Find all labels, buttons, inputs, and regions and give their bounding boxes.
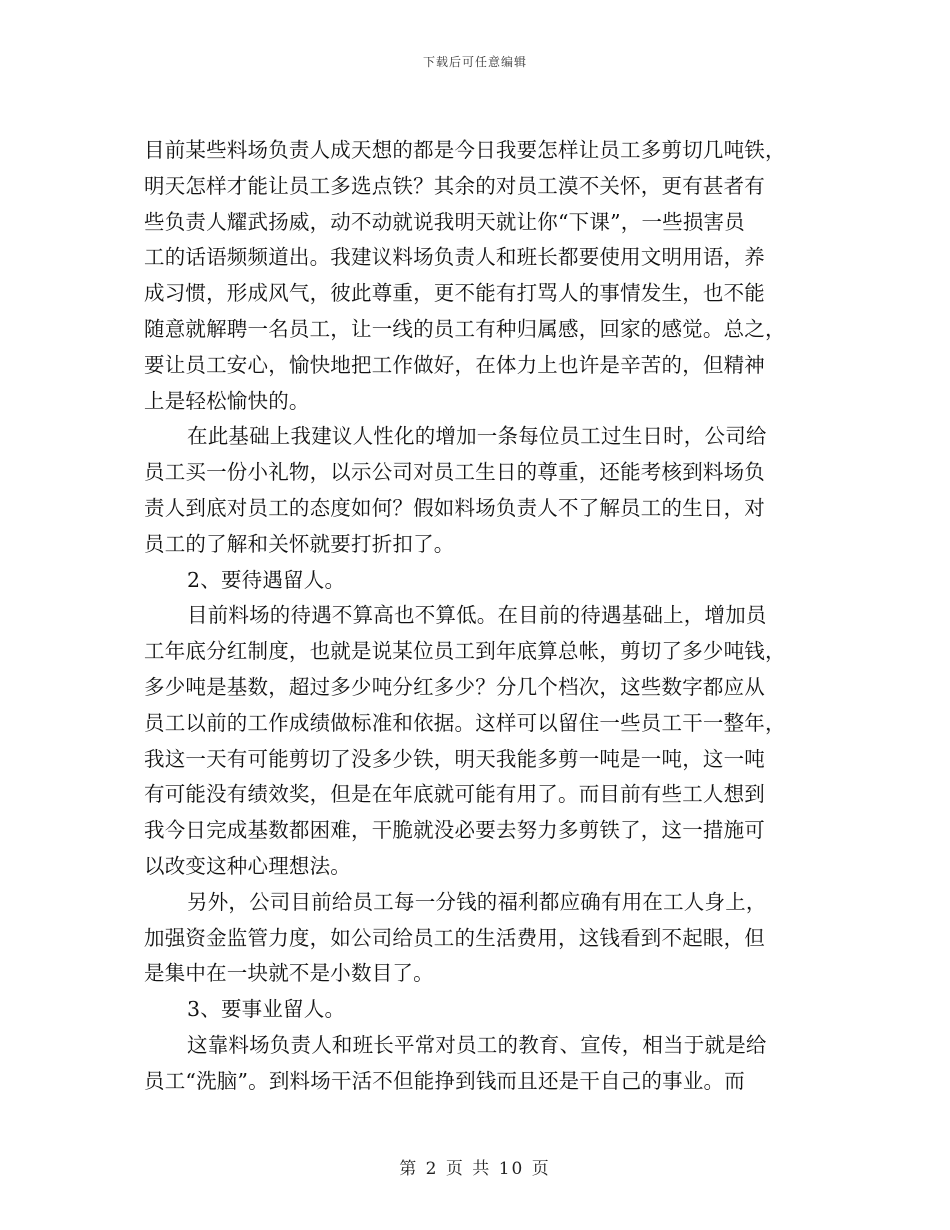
section-heading [144,563,809,599]
paragraph [144,885,809,992]
text-line: 员工以前的工作成绩做标准和依据。这样可以留住一些员工干一整年， [144,710,786,735]
text-line: 要让员工安心，愉快地把工作做好，在体力上也许是辛苦的，但精神 [144,352,765,377]
text-line: 这靠料场负责人和班长平常对员工的教育、宣传，相当于就是给 [187,1032,767,1057]
text-line: 随意就解聘一名员工，让一线的员工有种归属感，回家的感觉。总之， [144,316,786,341]
text-line: 员工买一份小礼物，以示公司对员工生日的尊重，还能考核到料场负 [144,460,765,485]
text-line: 另外，公司目前给员工每一分钱的福利都应确有用在工人身上， [187,889,767,914]
text-line: 工的话语频频道出。我建议料场负责人和班长都要使用文明用语，养 [144,245,765,270]
text-line: 3、要事业留人。 [187,997,346,1022]
text-line: 员工“洗脑”。到料场干活不但能挣到钱而且还是干自己的事业。而 [144,1068,745,1093]
text-line: 工年底分红制度，也就是说某位员工到年底算总帐，剪切了多少吨钱， [144,639,786,664]
paragraph [144,598,809,884]
paragraph [144,419,809,562]
text-line: 目前某些料场负责人成天想的都是今日我要怎样让员工多剪切几吨铁， [144,138,786,162]
text-line: 些负责人耀武扬威，动不动就说我明天就让你“下课”，一些损害员 [144,209,745,234]
document-body [144,133,809,1100]
text-line: 以改变这种心理想法。 [144,853,351,878]
text-line: 有可能没有绩效奖，但是在年底就可能有用了。而目前有些工人想到 [144,782,765,807]
text-line: 加强资金监管力度，如公司给员工的生活费用，这钱看到不起眼，但 [144,925,765,950]
text-line: 上是轻松愉快的。 [144,388,310,413]
text-line: 在此基础上我建议人性化的增加一条每位员工过生日时，公司给 [187,424,767,449]
page-header-note: 下载后可任意编辑 [422,55,527,69]
text-line: 员工的了解和关怀就要打折扣了。 [144,531,455,556]
section-heading [144,992,809,1028]
text-line: 2、要待遇留人。 [187,567,346,592]
paragraph [144,133,809,419]
page-number: 第 2 页 共 10 页 [399,1159,551,1179]
text-line: 我今日完成基数都困难，干脆就没必要去努力多剪铁了，这一措施可 [144,818,765,843]
text-line: 我这一天有可能剪切了没多少铁，明天我能多剪一吨是一吨，这一吨 [144,746,765,771]
text-line: 目前料场的待遇不算高也不算低。在目前的待遇基础上，增加员 [187,603,767,628]
text-line: 是集中在一块就不是小数目了。 [144,961,434,986]
text-line: 责人到底对员工的态度如何？假如料场负责人不了解员工的生日，对 [144,495,765,520]
paragraph [144,1028,809,1100]
text-line: 多少吨是基数，超过多少吨分红多少？分几个档次，这些数字都应从 [144,674,765,699]
text-line: 成习惯，形成风气，彼此尊重，更不能有打骂人的事情发生，也不能 [144,281,765,306]
text-line: 明天怎样才能让员工多选点铁？其余的对员工漠不关怀，更有甚者有 [144,173,765,198]
